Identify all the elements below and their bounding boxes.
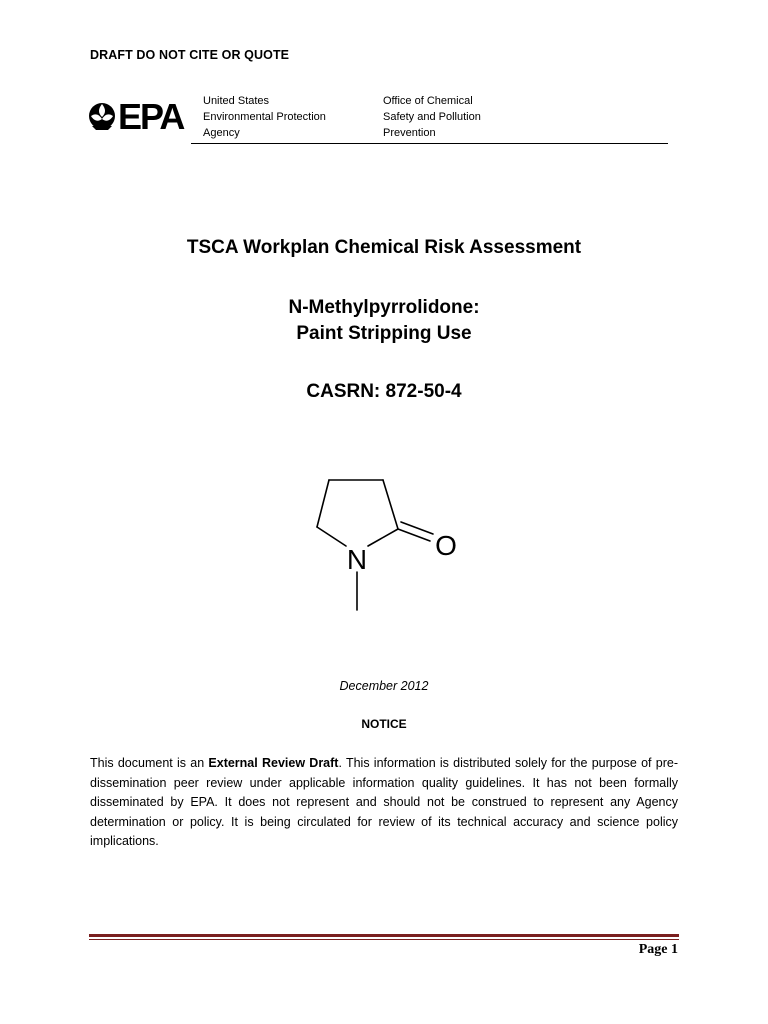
page-number: Page 1	[638, 942, 678, 957]
notice-intro: This document is an	[90, 756, 209, 770]
office-line-3: Prevention	[383, 127, 436, 139]
chemical-name: N-Methylpyrrolidone:	[288, 297, 480, 318]
atom-o: O	[435, 530, 457, 561]
epa-flower-icon	[88, 103, 116, 134]
notice-heading: NOTICE	[361, 717, 407, 731]
office-name	[383, 93, 481, 141]
ring-bond	[317, 527, 346, 546]
notice-rest: . This information is distributed solely for the purpose of pre-dissemination peer review under applicable information quality guidelines. It has not been formally disseminated by EPA. It does not represent and should not be construed to represent any Agency determination or policy. It is being circulated for review of its technical accuracy and science policy implications.	[90, 756, 678, 848]
use-scenario: Paint Stripping Use	[296, 323, 472, 344]
footer-rule-thick	[89, 934, 679, 937]
casrn: CASRN: 872-50-4	[306, 381, 462, 402]
ring-bond	[383, 480, 398, 529]
notice-paragraph	[90, 754, 678, 852]
epa-logo	[88, 96, 188, 134]
footer-rule-thin	[89, 939, 679, 940]
agency-line-1: United States	[203, 95, 270, 107]
document-title: TSCA Workplan Chemical Risk Assessment	[186, 237, 582, 258]
draft-notice: DRAFT DO NOT CITE OR QUOTE	[90, 48, 290, 62]
chemical-structure-diagram	[300, 468, 470, 618]
agency-line-3: Agency	[203, 127, 240, 139]
publication-date: December 2012	[339, 679, 429, 693]
ring-bond	[368, 529, 398, 546]
notice-bold-phrase: External Review Draft	[208, 756, 339, 770]
header-rule	[191, 143, 668, 144]
agency-name	[203, 93, 326, 141]
ring-bond	[317, 480, 329, 527]
epa-wordmark: EPA	[118, 96, 184, 134]
agency-line-2: Environmental Protection	[203, 111, 326, 123]
office-line-2: Safety and Pollution	[383, 111, 481, 123]
atom-n: N	[346, 544, 368, 575]
office-line-1: Office of Chemical	[383, 95, 473, 107]
